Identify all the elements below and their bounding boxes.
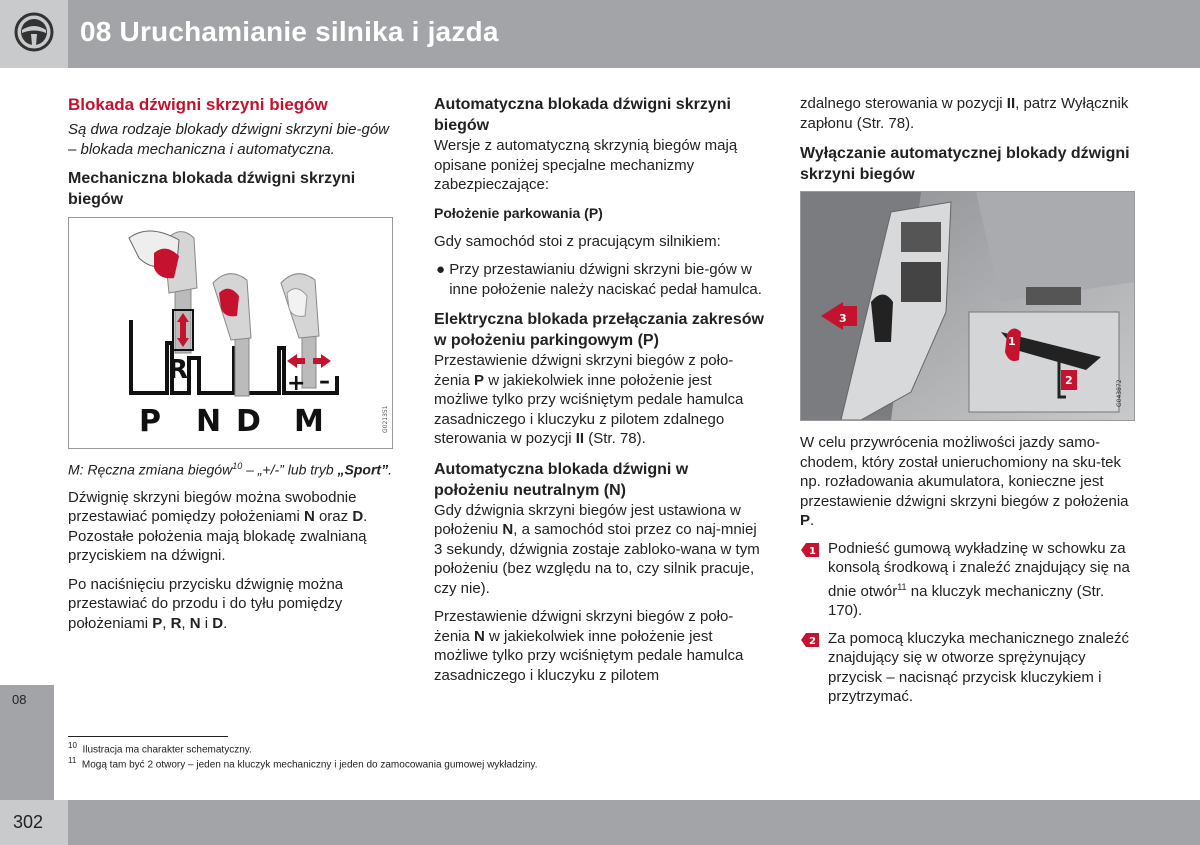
step-2-text: Za pomocą kluczyka mechanicznego znaleźć znajdujący się w otworze sprężynujący przycisk – nacisnąć przycisk kluczykiem i przytrzymać. <box>828 629 1129 705</box>
paragraph-automatic-intro: Wersje z automatyczną skrzynią biegów mają opisane poniżej specjalne mechanizmy zabezpieczające: <box>434 137 738 193</box>
paragraph-neutral-release: Przestawienie dźwigni skrzyni biegów z poło-żenia N w jakiekolwiek inne położenie jest możliwe tylko przy wciśniętym pedale hamulca zasadniczego i kluczyku z pilotem <box>434 608 744 684</box>
chapter-side-tab-label: 08 <box>12 692 27 707</box>
lever-button <box>287 289 307 317</box>
svg-text:2: 2 <box>1065 374 1073 387</box>
console-photo-diagram <box>801 192 1134 420</box>
page-number: 302 <box>13 812 44 832</box>
sub-heading-neutral-lock: Automatyczna blokada dźwigni w położeniu neutralnym (N) <box>434 460 689 499</box>
paragraph-restore-driving: W celu przywrócenia możliwości jazdy samo-chodem, który został unieruchomiony na sku-tek np. rozładowania akumulatora, konieczne jest przestawienie dźwigni skrzyni biegów z położenia P. <box>800 434 1129 529</box>
section-intro: Są dwa rodzaje blokady dźwigni skrzyni bie-gów – blokada mechaniczna i automatyczna. <box>68 121 389 158</box>
gear-label-m: M <box>294 404 324 439</box>
footnote-11: $^{11}$ Mogą tam być 2 otwory – jeden na kluczyk mechaniczny i jeden do zamocowania gumowej wykładziny. <box>68 756 538 771</box>
console-release-illustration <box>800 191 1135 421</box>
steering-wheel-icon <box>14 12 54 52</box>
paragraph-button-positions: Po naciśnięciu przycisku dźwignię można przestawiać do przodu i do tyłu pomiędzy położeniami P, R, N i D. <box>68 575 344 632</box>
column-2 <box>434 94 764 685</box>
sub-heading-mechanical: Mechaniczna blokada dźwigni skrzyni biegów <box>68 170 356 208</box>
control-panel <box>901 262 941 302</box>
paragraph-neutral-lock: Gdy dźwignia skrzyni biegów jest ustawiona w położeniu N, a samochód stoi przez co naj-mniej 3 sekundy, dźwignia zostaje zabloko-wana w tym położeniu (bez względu na to, czy silnik pracuje, czy nie). <box>434 501 760 597</box>
bullet-text: Przy przestawianiu dźwigni skrzyni bie-gów w inne położenie należy naciskać pedał hamulca. <box>449 261 762 298</box>
minus-label: – <box>319 369 330 394</box>
chapter-icon-tab <box>0 0 68 68</box>
bullet-dot-icon: ● <box>436 261 446 278</box>
lever-shaft <box>235 338 249 396</box>
right-arrow-icon <box>321 354 331 368</box>
gear-label-p: P <box>139 404 161 439</box>
step-2 <box>800 629 1135 707</box>
figure-id: G043872 <box>1116 379 1123 407</box>
vent-icon <box>901 222 941 252</box>
svg-text:1: 1 <box>809 545 816 557</box>
figure-caption: M: Ręczna zmiana biegów$^{10}$ – „+/-” lub tryb „Sport”. <box>68 461 392 478</box>
column-1 <box>68 94 393 633</box>
left-arrow-icon <box>287 354 297 368</box>
sub-heading-electric-lock: Elektryczna blokada przełączania zakresów w położeniu parkingowym (P) <box>434 311 764 349</box>
gear-selector-diagram <box>69 218 392 448</box>
gear-label-n: N <box>196 404 222 439</box>
step-1-icon <box>800 539 828 621</box>
step-marker-2 <box>1061 370 1077 390</box>
step-1 <box>800 539 1135 621</box>
gear-label-d: D <box>236 404 261 439</box>
figure-id: G021351 <box>382 405 389 433</box>
section-heading: Blokada dźwigni skrzyni biegów <box>68 95 328 114</box>
small-heading-parking: Położenie parkowania (P) <box>434 204 603 221</box>
svg-text:1: 1 <box>1008 335 1016 348</box>
chapter-side-tab <box>0 685 54 800</box>
sub-heading-release-lock: Wyłączanie automatycznej blokady dźwigni skrzyni biegów <box>800 145 1130 183</box>
gear-lever-photo <box>871 295 893 343</box>
footnote-divider <box>68 736 228 737</box>
paragraph-free-positions: Dźwignię skrzyni biegów można swobodnie przestawiać pomiędzy położeniami N oraz D. Pozostałe położenia mają blokadę zwalnianą przyciskiem na dźwigni. <box>68 488 368 565</box>
svg-text:3: 3 <box>839 312 847 325</box>
svg-text:2: 2 <box>809 635 816 647</box>
paragraph-continued: zdalnego sterowania w pozycji II, patrz Wyłącznik zapłonu (Str. 78). <box>800 95 1129 132</box>
footer-band <box>0 800 1200 845</box>
paragraph-electric-lock: Przestawienie dźwigni skrzyni biegów z poło-żenia P w jakiekolwiek inne położenie jest możliwe tylko przy wciśniętym pedale hamulca zasadniczego i kluczyku z pilotem zdalnego sterowania w pozycji II (Str. 78). <box>434 352 744 447</box>
step-2-icon <box>800 629 828 707</box>
gear-lever-illustration <box>68 217 393 449</box>
chapter-title: 08 Uruchamianie silnika i jazda <box>80 16 499 47</box>
footnote-10: $^{10}$ Ilustracja ma charakter schematyczny. <box>68 741 252 756</box>
plus-label: + <box>287 371 306 396</box>
paragraph-engine-running: Gdy samochód stoi z pracującym silnikiem: <box>434 232 721 250</box>
bullet-item <box>434 260 764 299</box>
column-3 <box>800 94 1135 707</box>
sub-heading-automatic: Automatyczna blokada dźwigni skrzyni biegów <box>434 96 731 134</box>
gear-label-r: R <box>168 355 189 385</box>
step-1-text: Podnieść gumową wykładzinę w schowku za konsolą środkową i znaleźć znajdujący się na dnie otwór$^{11}$ na kluczyk mechaniczny (Str. 170). <box>828 539 1130 619</box>
